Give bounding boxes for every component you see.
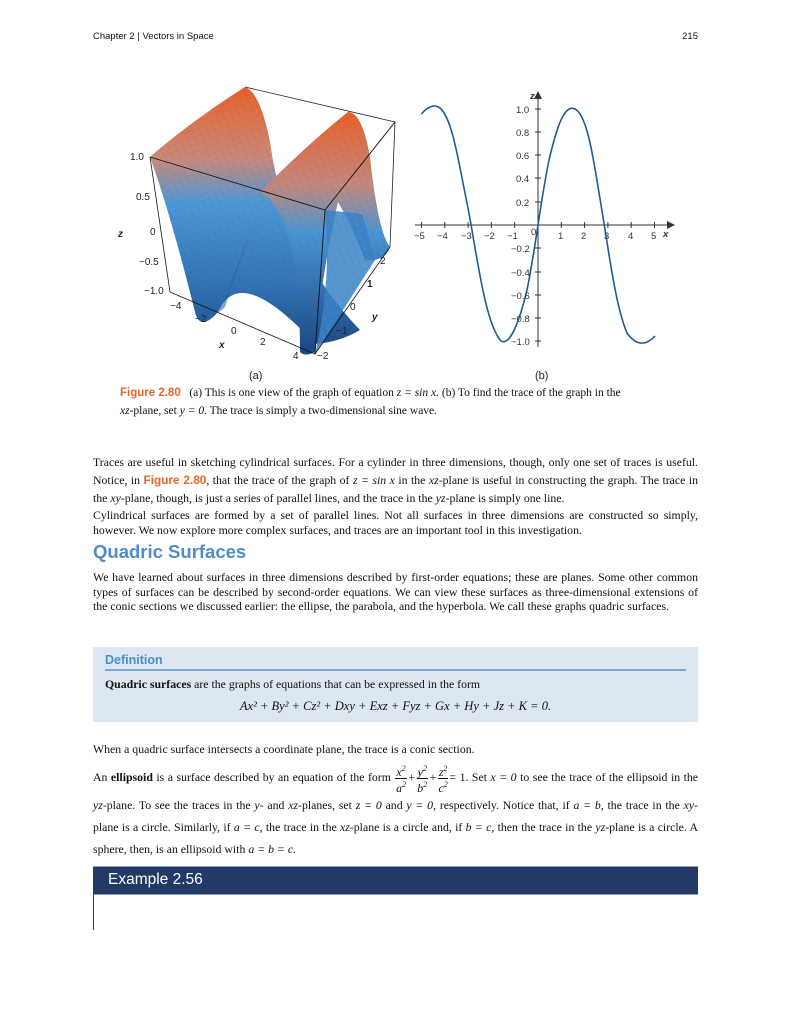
z-tick: 0.5 (136, 192, 150, 203)
x-tick: 0 (531, 227, 537, 238)
definition-term: Quadric surfaces (105, 677, 192, 691)
text: are the graphs of equations that can be expressed in the form (194, 677, 481, 691)
y-tick: 1 (367, 279, 373, 290)
x-tick: −2 (195, 314, 207, 325)
text: -plane is a circle and, if (349, 819, 463, 834)
z-tick: 0 (150, 227, 156, 238)
definition-title: Definition (105, 653, 163, 667)
x-axis-label: x (219, 340, 225, 351)
text: -plane is useful in constructing the graph. The trace in the (93, 473, 698, 505)
figure-2-80 (100, 82, 700, 382)
ellipsoid-term: ellipsoid (110, 770, 153, 785)
y-tick: 2 (380, 256, 386, 267)
x-tick: 3 (604, 231, 610, 242)
running-header-chapter: Chapter 2 | Vectors in Space (93, 31, 214, 42)
text: xy (683, 797, 695, 812)
z-axis-label: z (530, 91, 535, 102)
text: -plane. To see the traces in the (102, 797, 251, 812)
text: the trace in the (607, 797, 680, 812)
example-title: Example 2.56 (108, 871, 203, 888)
x-tick: −3 (461, 231, 472, 242)
text: xy (110, 491, 121, 505)
surface-plot-a (100, 82, 410, 372)
ellipsoid-equation: $\frac{x^2}{a^2}$ + $\frac{y^2}{b^2}$ + $\frac{z^2}{c^2}$ = 1. (396, 764, 469, 795)
definition-text (105, 677, 480, 692)
z-tick: −1.0 (144, 286, 164, 297)
caption-text: -plane, set (129, 405, 177, 417)
equation: a = b, (573, 797, 604, 812)
figure-caption (120, 384, 680, 420)
caption-equation: z = sin x. (396, 387, 439, 399)
trace-plot-b (405, 85, 690, 360)
text: yz (93, 797, 103, 812)
z-tick: −1.0 (511, 337, 530, 348)
z-tick: −0.6 (511, 291, 530, 302)
text: , that the trace of the graph of (206, 473, 350, 487)
z-tick: 1.0 (516, 105, 530, 116)
text: yz (435, 491, 446, 505)
example-border (93, 894, 94, 930)
text: yz (595, 819, 606, 834)
caption-text: The trace is simply a two-dimensional sine wave. (209, 405, 438, 417)
text: -plane is a circle. Similarly, if (93, 797, 699, 834)
equation: x = 0 (490, 770, 517, 785)
panel-b-label: (b) (535, 370, 549, 382)
z-tick: −0.4 (511, 268, 530, 279)
equation: a = b = c. (248, 841, 297, 856)
caption-equation: y = 0. (179, 405, 207, 417)
z-axis-label: z (118, 229, 123, 240)
x-tick: −4 (170, 301, 182, 312)
y-tick: −2 (317, 351, 329, 362)
text: -plane, though, is just a series of parallel lines, and the trace in the (120, 491, 433, 505)
x-tick: −1 (507, 231, 518, 242)
x-tick: −4 (437, 231, 448, 242)
section-heading: Quadric Surfaces (93, 541, 247, 562)
text: is a surface described by an equation of the form (156, 770, 391, 785)
x-tick: 4 (293, 351, 299, 362)
text: = 1. (449, 770, 469, 785)
text: in the (398, 473, 426, 487)
x-tick: 0 (231, 326, 237, 337)
equation: y = 0, (406, 797, 437, 812)
text: then the trace in the (497, 819, 593, 834)
caption-text: xz (120, 405, 130, 417)
text: xz (288, 797, 299, 812)
text: -plane is a circle. A sphere, then, is an ellipsoid with (93, 819, 699, 856)
y-axis-label: y (372, 312, 378, 323)
z-tick: −0.2 (511, 244, 530, 255)
text: -planes, set (298, 797, 352, 812)
definition-divider (105, 669, 686, 671)
text: xz (340, 819, 350, 834)
x-tick: −2 (484, 231, 495, 242)
caption-text: (b) To find the trace of the graph in the (441, 387, 621, 399)
z-tick: 1.0 (130, 152, 144, 163)
y-tick: 0 (350, 302, 356, 313)
text: to see the trace of the ellipsoid in the (520, 770, 699, 785)
panel-a-label: (a) (249, 370, 263, 382)
x-tick: 2 (260, 337, 266, 348)
text: Traces are useful in sketching cylindrical surfaces. For a cylinder in three dimensions, though, only one set of traces is useful. Notice, in (93, 455, 698, 487)
z-tick: 0.8 (516, 128, 530, 139)
text: - and (259, 797, 285, 812)
page-number: 215 (682, 31, 698, 42)
equation: z = 0 (355, 797, 382, 812)
text: and (385, 797, 403, 812)
caption-text: (a) This is one view of the graph of equation (189, 387, 394, 399)
text: respectively. Notice that, if (439, 797, 570, 812)
x-tick: 5 (651, 231, 657, 242)
figure-link[interactable]: Figure 2.80 (143, 473, 207, 487)
x-axis-label: x (663, 229, 669, 240)
paragraph-quadric-intro: We have learned about surfaces in three dimensions described by first-order equations; these are planes. Some other common types of surfaces can be described by second-order equations. We can view these surfaces as three-dimensional extensions of the conic sections we discussed earlier: the ellipse, the parabola, and the hyperbola. We call these graphs quadric surfaces. (93, 570, 698, 613)
paragraph-ellipsoid (93, 763, 698, 860)
z-tick: 0.6 (516, 151, 530, 162)
equation: b = c, (465, 819, 495, 834)
equation: a = c, (233, 819, 263, 834)
equation: z = sin x (352, 473, 395, 487)
figure-reference: Figure 2.80 (120, 387, 181, 399)
text: Set (471, 770, 487, 785)
paragraph-cylindrical: Cylindrical surfaces are formed by a set of parallel lines. Not all surfaces in three dimensions are constructed so simply, however. We now explore more complex surfaces, and traces are an important tool in this investigation. (93, 508, 698, 537)
z-tick: 0.2 (516, 198, 530, 209)
text: xz (428, 473, 439, 487)
x-tick: 2 (581, 231, 587, 242)
text: An (93, 770, 108, 785)
text: the trace in the (265, 819, 337, 834)
y-tick: −1 (336, 326, 348, 337)
z-tick: 0.4 (516, 174, 530, 185)
paragraph-traces (93, 453, 698, 507)
quadric-equation: Ax² + By² + Cz² + Dxy + Exz + Fyz + Gx + Hy + Jz + K = 0. (239, 699, 552, 713)
z-tick: −0.5 (139, 257, 159, 268)
text: y (254, 797, 260, 812)
example-header (93, 866, 698, 895)
z-tick: −0.8 (511, 314, 530, 325)
text: -plane is simply one line. (445, 491, 565, 505)
x-tick: 1 (558, 231, 564, 242)
definition-box (93, 647, 698, 722)
x-tick: 4 (628, 231, 634, 242)
paragraph-conic: When a quadric surface intersects a coordinate plane, the trace is a conic section. (93, 742, 475, 756)
x-tick: −5 (414, 231, 425, 242)
